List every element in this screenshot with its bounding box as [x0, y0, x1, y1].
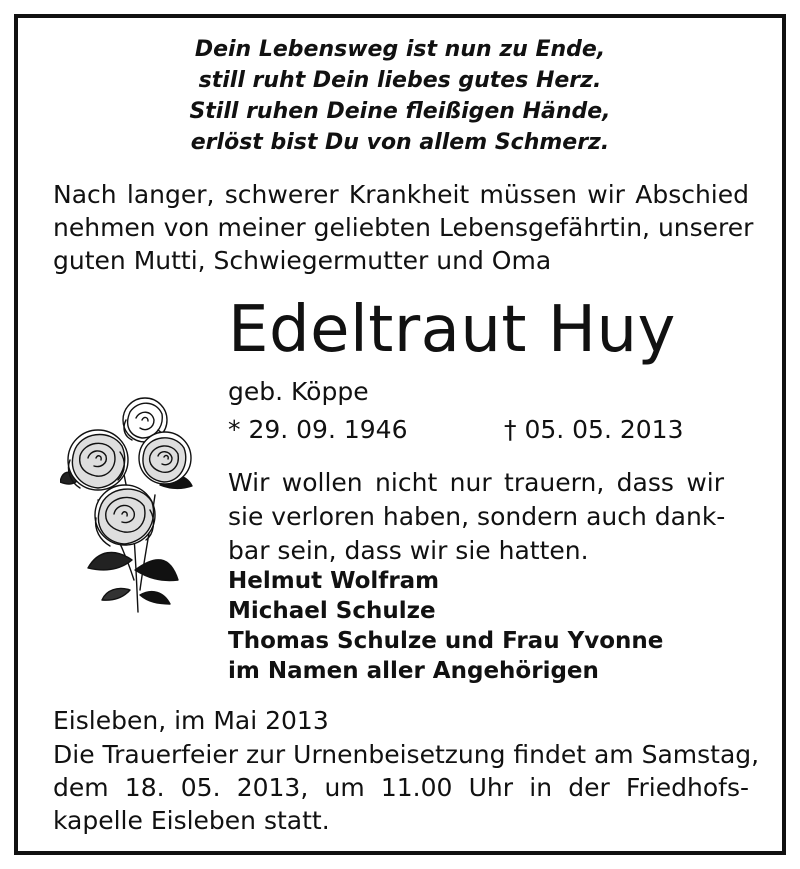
- intro-line: nehmen von meiner geliebten Lebensgefährtin, unserer: [53, 213, 754, 242]
- poem-line: still ruht Dein liebes gutes Herz.: [198, 68, 602, 93]
- death-date: † 05. 05. 2013: [504, 415, 684, 444]
- roses-illustration-icon: [60, 390, 195, 615]
- funeral-notice: [53, 738, 760, 837]
- mourner-name: Thomas Schulze und Frau Yvonne: [228, 628, 664, 654]
- quote-line: sie verloren haben, sondern auch dank-: [228, 502, 726, 531]
- poem-line: Still ruhen Deine fleißigen Hände,: [189, 99, 611, 124]
- intro-line: guten Mutti, Schwiegermutter und Oma: [53, 246, 552, 275]
- poem-line: erlöst bist Du von allem Schmerz.: [190, 130, 610, 155]
- life-dates: [228, 413, 684, 447]
- memorial-quote: [228, 466, 724, 568]
- deceased-name: Edeltraut Huy: [228, 293, 676, 367]
- poem-line: Dein Lebensweg ist nun zu Ende,: [194, 37, 606, 62]
- mourners-list: [228, 566, 663, 686]
- quote-line: Wir wollen nicht nur trauern, dass wir: [228, 468, 724, 497]
- intro-text: [53, 178, 754, 277]
- funeral-line: dem 18. 05. 2013, um 11.00 Uhr in der Friedhofs-: [53, 773, 749, 802]
- funeral-line: kapelle Eisleben statt.: [53, 806, 330, 835]
- intro-line: Nach langer, schwerer Krankheit müssen wir Abschied: [53, 180, 749, 209]
- mourner-name: Michael Schulze: [228, 598, 436, 624]
- mourner-name: Helmut Wolfram: [228, 568, 440, 594]
- birth-name: geb. Köppe: [228, 377, 369, 406]
- mourner-name: im Namen aller Angehörigen: [228, 658, 599, 684]
- quote-line: bar sein, dass wir sie hatten.: [228, 536, 589, 565]
- memorial-poem: [0, 34, 800, 158]
- funeral-line: Die Trauerfeier zur Urnenbeisetzung findet am Samstag,: [53, 740, 760, 769]
- birth-date: * 29. 09. 1946: [228, 415, 408, 444]
- place-and-date: Eisleben, im Mai 2013: [53, 706, 329, 735]
